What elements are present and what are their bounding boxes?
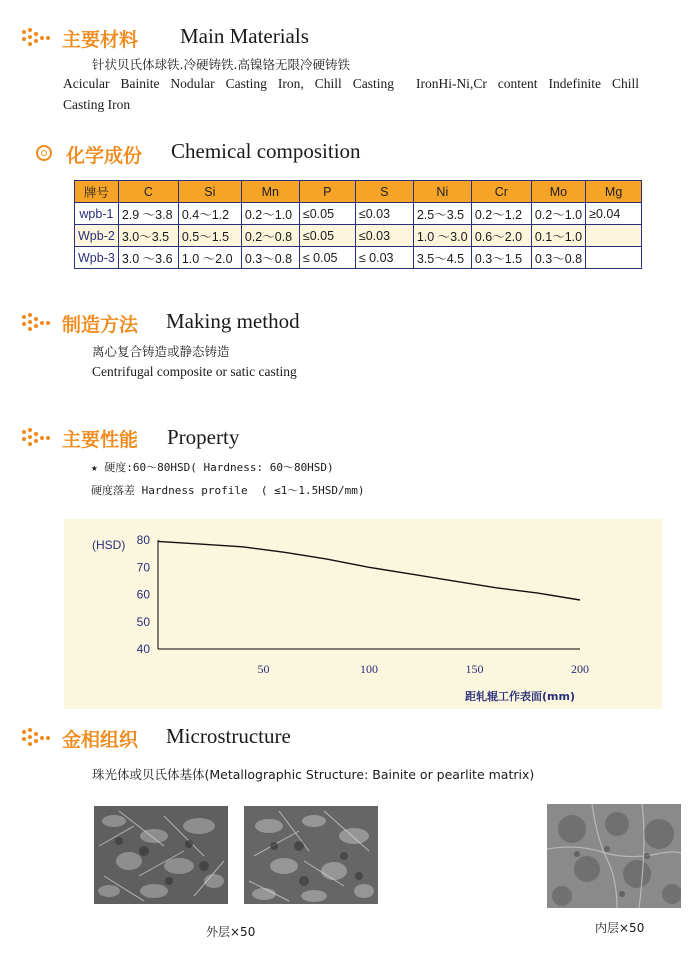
section-title-cn-property: 主要性能	[62, 429, 139, 451]
hardness-profile-text: 硬度落差 Hardness profile ( ≤1～1.5HSD/mm)	[91, 484, 365, 497]
table-row	[75, 203, 642, 225]
cell-c: 2.9 ～3.8	[118, 203, 178, 225]
header-mg: Mg	[586, 181, 642, 203]
cell-si: 1.0 ～2.0	[178, 247, 241, 269]
cell-mn: 0.2～1.0	[241, 203, 299, 225]
x-tick-label: 200	[571, 662, 589, 676]
cell-mo: 0.1～1.0	[531, 225, 585, 247]
x-tick-label: 150	[465, 662, 484, 676]
materials-cn-text: 针状贝氏体球铁.冷硬铸铁.高镍铬无限冷硬铸铁	[92, 57, 350, 72]
caption-inner-text: 内层×50	[595, 921, 645, 935]
cell-s: ≤0.03	[355, 203, 413, 225]
cell-p: ≤ 0.05	[299, 247, 355, 269]
making-cn-text: 离心复合铸造或静态铸造	[92, 344, 230, 359]
header-cr: Cr	[471, 181, 531, 203]
micrograph-outer-2	[244, 806, 378, 904]
section-title-en-property: Property	[167, 425, 240, 449]
cell-cr: 0.2～1.2	[471, 203, 531, 225]
composition-table	[74, 180, 642, 269]
cell-c: 3.0～3.5	[118, 225, 178, 247]
cell-mn: 0.3～0.8	[241, 247, 299, 269]
table-row	[75, 247, 642, 269]
table-row	[75, 225, 642, 247]
y-tick-label: 80	[136, 533, 150, 547]
section-title-cn-micro: 金相组织	[62, 729, 139, 751]
header-p: P	[299, 181, 355, 203]
cell-p: ≤0.05	[299, 225, 355, 247]
hardness-chart-panel	[64, 519, 662, 709]
cell-cr: 0.6～2.0	[471, 225, 531, 247]
cell-mo: 0.2～1.0	[531, 203, 585, 225]
cell-mg	[586, 225, 642, 247]
cell-cr: 0.3～1.5	[471, 247, 531, 269]
section-title-en-micro: Microstructure	[166, 724, 291, 748]
section-title-cn-chemical: 化学成份	[66, 145, 143, 167]
cell-s: ≤ 0.03	[355, 247, 413, 269]
header-mo: Mo	[531, 181, 585, 203]
cell-grade: Wpb-2	[75, 225, 119, 247]
hardness-text: ★ 硬度:60～80HSD( Hardness: 60～80HSD)	[91, 461, 334, 474]
micro-text	[92, 765, 534, 783]
target-circle-icon	[36, 145, 52, 161]
header-c: C	[118, 181, 178, 203]
cell-grade: wpb-1	[75, 203, 119, 225]
header-grade: 牌号	[75, 181, 119, 203]
header-s: S	[355, 181, 413, 203]
materials-en-text-1: Acicular Bainite Nodular Casting Iron, Chill Casting IronHi-Ni,Cr content Indefinite Chill	[63, 76, 639, 91]
orange-dots-icon	[22, 28, 52, 50]
table-header-row	[75, 181, 642, 203]
x-tick-label: 50	[257, 662, 270, 676]
section-title-en-materials: Main Materials	[180, 24, 309, 48]
cell-si: 0.4～1.2	[178, 203, 241, 225]
orange-dots-icon	[22, 428, 52, 450]
cell-mn: 0.2～0.8	[241, 225, 299, 247]
section-title-cn-making: 制造方法	[62, 314, 139, 336]
cell-si: 0.5～1.5	[178, 225, 241, 247]
materials-en-text-2: Casting Iron	[63, 97, 131, 112]
cell-s: ≤0.03	[355, 225, 413, 247]
micrograph-outer-1	[94, 806, 228, 904]
y-tick-label: 50	[136, 614, 150, 629]
cell-mg: ≥0.04	[586, 203, 642, 225]
micrograph-inner	[547, 804, 681, 908]
cell-mg	[586, 247, 642, 269]
caption-outer	[206, 923, 255, 940]
caption-inner	[595, 919, 644, 936]
y-tick-label: 70	[136, 560, 150, 575]
y-tick-label: 60	[136, 587, 150, 602]
making-en-text: Centrifugal composite or satic casting	[92, 364, 297, 379]
x-tick-label: 100	[360, 662, 378, 676]
header-mn: Mn	[241, 181, 299, 203]
micro-text-content: 珠光体或贝氏体基体(Metallographic Structure: Bainite or pearlite matrix)	[92, 767, 535, 782]
cell-mo: 0.3～0.8	[531, 247, 585, 269]
cell-grade: Wpb-3	[75, 247, 119, 269]
orange-dots-icon	[22, 728, 52, 750]
x-axis-label: 距轧辊工作表面(mm)	[465, 690, 575, 703]
y-axis-label: (HSD)	[92, 538, 126, 552]
section-title-cn-materials: 主要材料	[62, 29, 139, 51]
caption-outer-text: 外层×50	[206, 925, 256, 939]
orange-dots-icon	[22, 313, 52, 335]
cell-ni: 1.0 ～3.0	[413, 225, 471, 247]
section-title-en-chemical: Chemical composition	[171, 139, 361, 163]
header-ni: Ni	[413, 181, 471, 203]
cell-ni: 3.5～4.5	[413, 247, 471, 269]
y-tick-label: 40	[136, 642, 150, 656]
section-title-en-making: Making method	[166, 309, 300, 333]
cell-p: ≤0.05	[299, 203, 355, 225]
cell-c: 3.0 ～3.6	[118, 247, 178, 269]
header-si: Si	[178, 181, 241, 203]
cell-ni: 2.5～3.5	[413, 203, 471, 225]
